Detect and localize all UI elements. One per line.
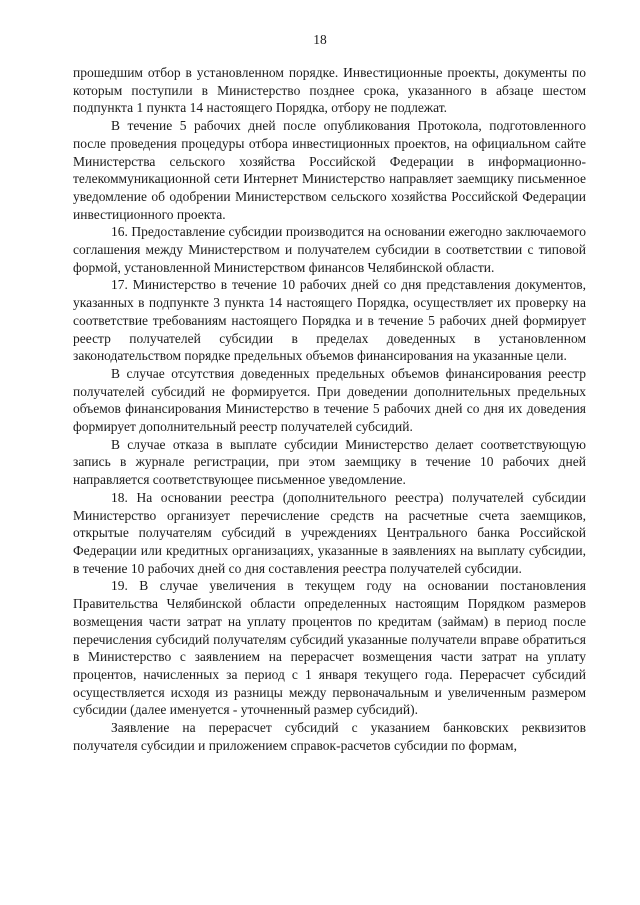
paragraph-selection-outcome: прошедшим отбор в установленном порядке. Инвестиционные проекты, документы по которым поступили в Министерство позднее срока, указанного в абзаце шестом подпункта 1 пункта 14 настоящего Порядка, отбору не подлежат. — [73, 65, 586, 116]
paragraph-recalculation-application: Заявление на перерасчет субсидий с указанием банковских реквизитов получателя субсидии и приложением справок-расчетов субсидии по формам, — [73, 720, 586, 753]
paragraph-16-agreement: 16. Предоставление субсидии производится на основании ежегодно заключаемого соглашения между Министерством и получателем субсидии в соответствии с типовой формой, установленной Министерством финансов Челябинской области. — [73, 224, 586, 275]
paragraph-approval-notice: В течение 5 рабочих дней после опубликования Протокола, подготовленного после проведения процедуры отбора инвестиционных проектов, на официальном сайте Министерства сельского хозяйства Российской Федерации в информационно-телекоммуникационной сети Интернет Министерство направляет заемщику письменное уведомление об одобрении Министерством сельского хозяйства Российской Федерации инвестиционного проекта. — [73, 118, 586, 222]
paragraph-17-review: 17. Министерство в течение 10 рабочих дней со дня представления документов, указанных в подпункте 3 пункта 14 настоящего Порядка, осуществляет их проверку на соответствие требованиям настоящего Порядка и в течение 5 рабочих дней формирует реестр получателей субсидии в пределах доведенных в установленном законодательством порядке предельных объемов финансирования на указанные цели. — [73, 277, 586, 364]
paragraph-funding-absence: В случае отсутствия доведенных предельных объемов финансирования реестр получателей субсидий не формируется. При доведении дополнительных предельных объемов финансирования Министерство в течение 5 рабочих дней со дня их доведения формирует дополнительный реестр получателей субсидий. — [73, 365, 586, 435]
paragraph-refusal: В случае отказа в выплате субсидии Министерство делает соответствующую запись в журнале регистрации, при этом заемщику в течение 10 рабочих дней направляется соответствующее письменное уведомление. — [73, 436, 586, 488]
paragraph-19-recalculation: 19. В случае увеличения в текущем году на основании постановления Правительства Челябинской области определенных настоящим Порядком размеров возмещения части затрат на уплату процентов по кредитам (займам) в период после перечисления субсидий получателям субсидий указанные получатели вправе обратиться в Министерство с заявлением на перерасчет возмещения части затрат на уплату процентов, начисленных за период с 1 января текущего года. Перерасчет субсидий осуществляется исходя из разницы между первоначальным и увеличенным размером субсидии (далее именуется - уточненный размер субсидий). — [73, 578, 586, 718]
paragraph-18-transfer: 18. На основании реестра (дополнительного реестра) получателей субсидии Министерство организует перечисление средств на расчетные счета заемщиков, открытые получателям субсидий в учреждениях Центрального банка Российской Федерации или кредитных организациях, указанные в заявлениях на выплату субсидии, в течение 10 рабочих дней со дня составления реестра получателей субсидии. — [73, 489, 586, 576]
body-text — [73, 64, 586, 754]
page-number: 18 — [313, 32, 327, 47]
